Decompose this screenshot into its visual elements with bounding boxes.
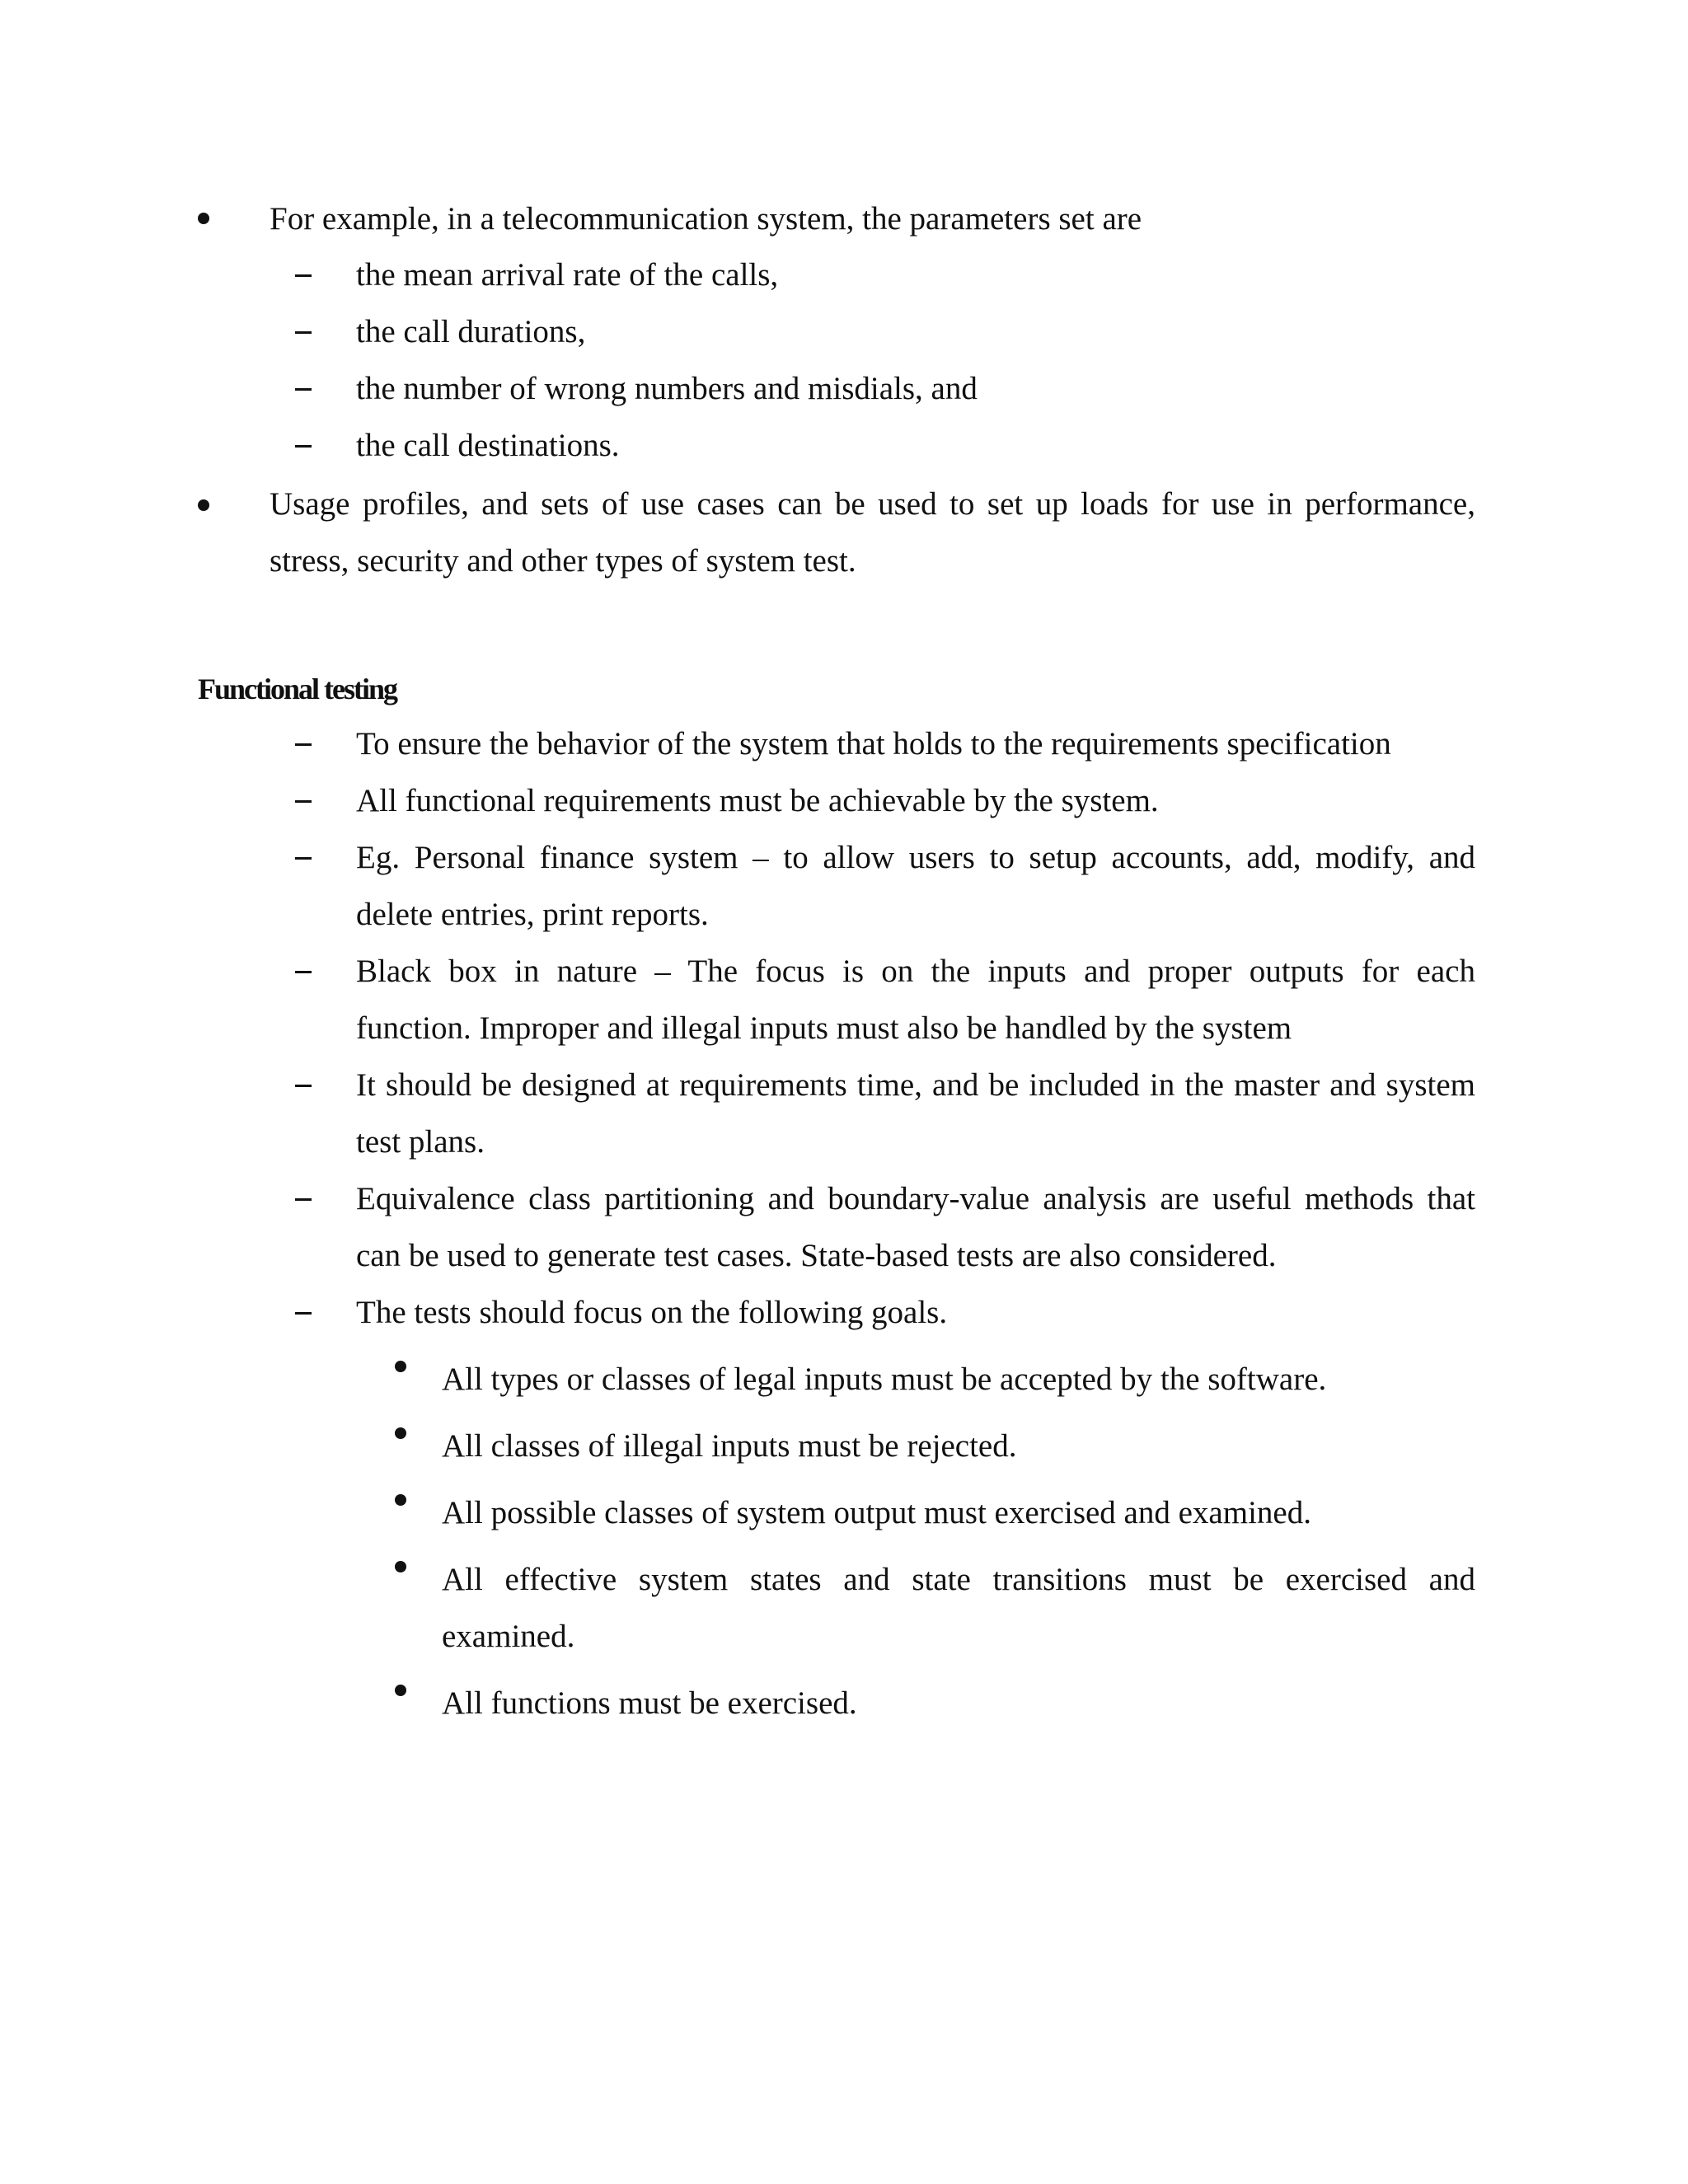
section-item-text: Black box in nature – The focus is on the inputs and proper outputs for each	[356, 954, 1475, 989]
section-item-text-continued: delete entries, print reports.	[356, 897, 709, 932]
section-item-text-continued: test plans.	[356, 1124, 485, 1160]
bullet-icon	[395, 1494, 406, 1506]
goal-text: All effective system states and state transitions must be exercised and	[442, 1562, 1475, 1597]
bullet-text: Usage profiles, and sets of use cases can be used to set up loads for use in performance,	[270, 486, 1475, 522]
goal-text: All functions must be exercised.	[442, 1685, 857, 1721]
dash-icon	[295, 388, 312, 391]
goal-text: All classes of illegal inputs must be rejected.	[442, 1428, 1017, 1464]
bullet-text: For example, in a telecommunication system, the parameters set are	[270, 201, 1142, 237]
dash-icon	[295, 800, 312, 803]
dash-icon	[295, 1085, 312, 1087]
sub-item-text: the call destinations.	[356, 428, 620, 463]
bullet-icon	[395, 1561, 406, 1572]
dash-icon	[295, 1312, 312, 1315]
section-item-text: To ensure the behavior of the system that holds to the requirements specification	[356, 726, 1391, 762]
bullet-icon	[395, 1685, 406, 1696]
dash-icon	[295, 331, 312, 334]
bullet-icon	[198, 499, 209, 511]
section-item-text: Equivalence class partitioning and boundary-value analysis are useful methods that	[356, 1181, 1475, 1216]
section-item-text: It should be designed at requirements time, and be included in the master and system	[356, 1067, 1475, 1103]
section-item-text-continued: can be used to generate test cases. State-based tests are also considered.	[356, 1238, 1277, 1273]
dash-icon	[295, 743, 312, 746]
bullet-icon	[395, 1427, 406, 1439]
section-item-text: Eg. Personal finance system – to allow users to setup accounts, add, modify, and	[356, 840, 1475, 875]
sub-item-text: the mean arrival rate of the calls,	[356, 257, 779, 293]
dash-icon	[295, 857, 312, 860]
sub-item-text: the call durations,	[356, 314, 586, 349]
section-item-text: All functional requirements must be achievable by the system.	[356, 783, 1159, 818]
section-item-text: The tests should focus on the following goals.	[356, 1295, 948, 1330]
bullet-icon	[198, 213, 209, 224]
section-item-text-continued: function. Improper and illegal inputs must also be handled by the system	[356, 1010, 1292, 1046]
dash-icon	[295, 971, 312, 973]
goal-text: All types or classes of legal inputs must be accepted by the software.	[442, 1361, 1327, 1397]
sub-item-text: the number of wrong numbers and misdials, and	[356, 371, 978, 406]
dash-icon	[295, 274, 312, 277]
bullet-icon	[395, 1361, 406, 1372]
goal-text-continued: examined.	[442, 1619, 575, 1654]
bullet-text-continued: stress, security and other types of system test.	[270, 543, 856, 579]
dash-icon	[295, 445, 312, 448]
dash-icon	[295, 1198, 312, 1201]
goal-text: All possible classes of system output must exercised and examined.	[442, 1495, 1311, 1530]
section-heading: Functional testing	[198, 673, 397, 705]
